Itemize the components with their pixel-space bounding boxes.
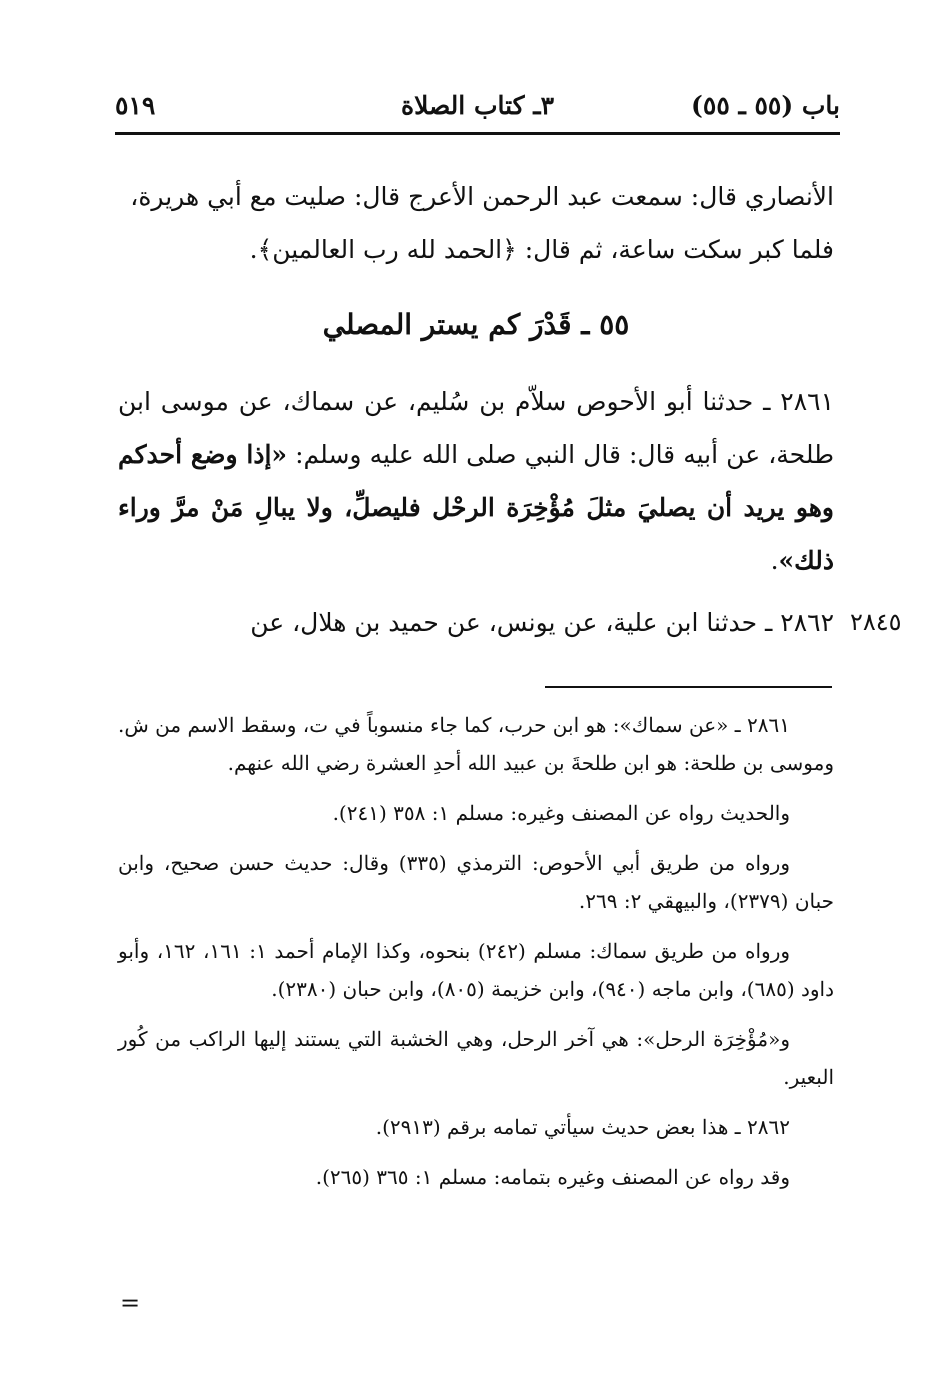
page-header (115, 86, 840, 126)
hadith-matn: «إذا وضع أحدكم وهو يريد أن يصليَ مثلَ مُؤْخِرَة الرحْل فليصلِّ، ولا يبالِ مَنْ مرَّ وراء ذلك» (118, 440, 834, 575)
section-heading: ٥٥ ـ قَدْرَ كم يستر المصلي (322, 308, 630, 341)
header-divider (115, 132, 840, 135)
intro-line: فلما كبر سكت ساعة، ثم قال: ﴿الحمد لله رب العالمين﴾. (249, 235, 834, 264)
footnote: و«مُؤْخِرَة الرحل»: هي آخر الرحل، وهي الخشبة التي يستند إليها الراكب من كُور البعير. (118, 1027, 834, 1089)
footnote: ٢٨٦٢ ـ هذا بعض حديث سيأتي تمامه برقم (٢٩١٣). (375, 1115, 790, 1139)
hadith-isnad: ٢٨٦١ ـ حدثنا أبو الأحوص سلاّم بن سُليم، عن سماك، عن موسى ابن طلحة، عن أبيه قال: قال النبي صلى الله عليه وسلم: (118, 387, 834, 469)
hadith-end: . (770, 546, 779, 575)
chapter-reference: باب (٥٥ ـ ٥٥) (691, 91, 840, 120)
footnote: والحديث رواه عن المصنف وغيره: مسلم ١: ٣٥٨ (٢٤١). (332, 801, 790, 825)
footnote: ٢٨٦١ ـ «عن سماك»: هو ابن حرب، كما جاء منسوباً في ت، وسقط الاسم من ش. وموسى بن طلحة: هو ابن طلحةَ بن عبيد الله أحدِ العشرة رضي الله عنهم. (118, 713, 834, 775)
page-number: ٥١٩ (115, 91, 156, 120)
footnotes (118, 706, 834, 1208)
hadith-2861 (118, 375, 834, 587)
continuation-mark: = (120, 1289, 141, 1317)
footnote: ورواه من طريق أبي الأحوص: الترمذي (٣٣٥) وقال: حديث حسن صحيح، وابن حبان (٢٣٧٩)، والبيهقي ٢: ٢٦٩. (118, 851, 834, 913)
intro-paragraph (118, 170, 834, 276)
hadith-text: ٢٨٦٢ ـ حدثنا ابن علية، عن يونس، عن حميد بن هلال، عن (250, 608, 834, 637)
footnote: وقد رواه عن المصنف وغيره بتمامه: مسلم ١: ٣٦٥ (٢٦٥). (315, 1165, 790, 1189)
footnote: ورواه من طريق سماك: مسلم (٢٤٢) بنحوه، وكذا الإمام أحمد ١: ١٦١، ١٦٢، وأبو داود (٦٨٥)، وابن ماجه (٩٤٠)، وابن خزيمة (٨٠٥)، وابن حبان (٢٣٨٠). (118, 939, 834, 1001)
book-title: ٣ـ كتاب الصلاة (400, 91, 555, 120)
footnote-divider (545, 686, 832, 688)
intro-line: الأنصاري قال: سمعت عبد الرحمن الأعرج قال: صليت مع أبي هريرة، (130, 182, 834, 211)
hadith-2862 (118, 596, 834, 649)
margin-hadith-number: ٢٨٤٥ (850, 608, 902, 636)
